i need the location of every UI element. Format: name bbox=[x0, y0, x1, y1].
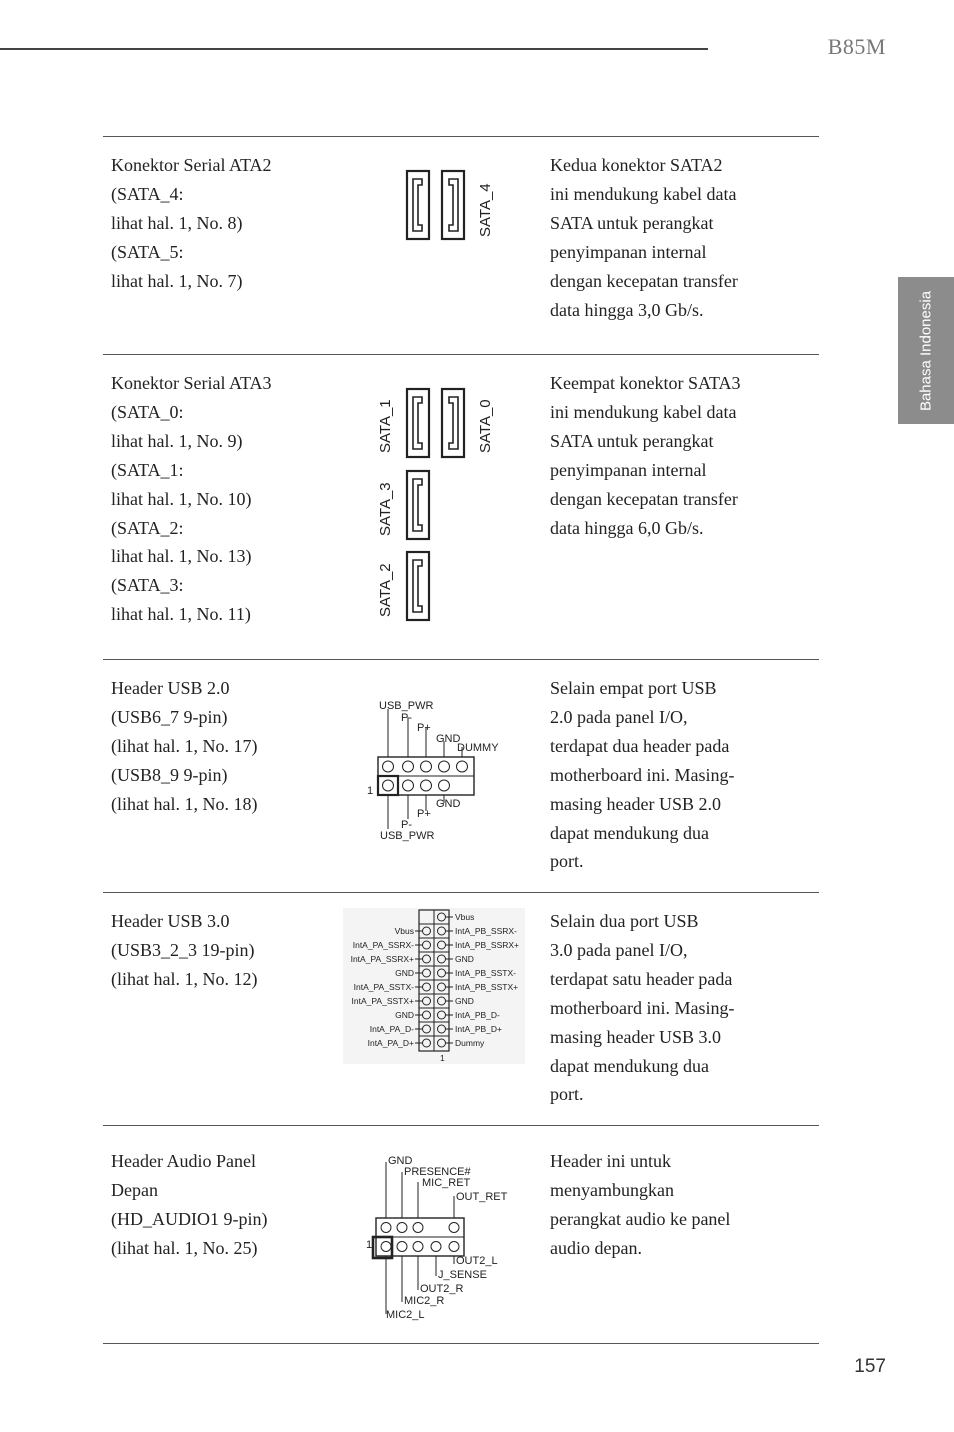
text-line: ini mendukung kabel data bbox=[550, 401, 737, 422]
sata3-connector-diagram bbox=[365, 383, 505, 628]
sata2-title-block bbox=[111, 151, 336, 296]
text-line: audio depan. bbox=[550, 1237, 642, 1258]
p-plus-top-label: P+ bbox=[417, 722, 431, 734]
section-divider bbox=[103, 1125, 819, 1126]
text-line: Keempat konektor SATA3 bbox=[550, 373, 741, 393]
usb3-right-pin-label: IntA_PB_D+ bbox=[455, 1024, 503, 1034]
usb3-right-pin-label: Vbus bbox=[455, 912, 475, 922]
usb3-left-pin-label: GND bbox=[395, 968, 414, 978]
audio-description bbox=[550, 1147, 790, 1263]
text-line: masing header USB 2.0 bbox=[550, 793, 721, 814]
pin1-label: 1 bbox=[367, 785, 374, 797]
text-line: ini mendukung kabel data bbox=[550, 183, 737, 204]
usb3-left-pin-label: IntA_PA_SSTX+ bbox=[351, 996, 414, 1006]
text-line: perangkat audio ke panel bbox=[550, 1208, 731, 1229]
usb3-right-pin-label: GND bbox=[455, 996, 474, 1006]
usb3-left-pin-label: GND bbox=[395, 1010, 414, 1020]
text-line: Selain empat port USB bbox=[550, 678, 717, 698]
text-line: (HD_AUDIO1 9-pin) bbox=[111, 1208, 268, 1229]
text-line: motherboard ini. Masing- bbox=[550, 764, 735, 785]
text-line: Selain dua port USB bbox=[550, 911, 699, 931]
model-name: B85M bbox=[827, 34, 886, 59]
sata3-title-block bbox=[111, 369, 336, 629]
text-line: Depan bbox=[111, 1179, 158, 1200]
mic-ret-label: MIC_RET bbox=[422, 1177, 471, 1189]
audio-header-diagram bbox=[362, 1150, 512, 1325]
text-line: dapat mendukung dua bbox=[550, 1055, 709, 1076]
usb3-header-diagram bbox=[343, 908, 525, 1064]
text-line: penyimpanan internal bbox=[550, 241, 707, 262]
usb3-description bbox=[550, 907, 790, 1109]
text-line: data hingga 3,0 Gb/s. bbox=[550, 299, 704, 320]
text-line: (lihat hal. 1, No. 18) bbox=[111, 793, 258, 814]
section-divider bbox=[103, 1343, 819, 1344]
usb2-description bbox=[550, 674, 790, 876]
section-divider bbox=[103, 136, 819, 137]
usb3-right-pin-label: IntA_PB_SSRX- bbox=[455, 926, 517, 936]
text-line: Kedua konektor SATA2 bbox=[550, 155, 723, 175]
section-divider bbox=[103, 659, 819, 660]
text-line: lihat hal. 1, No. 9) bbox=[111, 430, 243, 451]
text-line: (USB8_9 9-pin) bbox=[111, 764, 228, 785]
text-line: lihat hal. 1, No. 11) bbox=[111, 604, 251, 625]
p-plus-bottom-label: P+ bbox=[417, 808, 431, 820]
sata2-label: SATA_2 bbox=[377, 563, 394, 617]
text-line: Konektor Serial ATA3 bbox=[111, 373, 272, 393]
usb3-left-pin-label: Vbus bbox=[394, 926, 414, 936]
presence-label: PRESENCE# bbox=[404, 1166, 471, 1178]
section-divider bbox=[103, 892, 819, 893]
gnd-bottom-label: GND bbox=[436, 798, 461, 810]
usb3-right-pin-label: GND bbox=[455, 954, 474, 964]
page-number: 157 bbox=[854, 1356, 886, 1377]
text-line: (SATA_3: bbox=[111, 575, 184, 596]
text-line: Header USB 2.0 bbox=[111, 678, 230, 698]
usb3-right-pin-label: IntA_PB_SSRX+ bbox=[455, 940, 520, 950]
p-minus-top-label: P- bbox=[401, 712, 412, 724]
text-line: data hingga 6,0 Gb/s. bbox=[550, 517, 704, 538]
text-line: Header USB 3.0 bbox=[111, 911, 230, 931]
sata1-label: SATA_1 bbox=[377, 399, 394, 453]
text-line: lihat hal. 1, No. 8) bbox=[111, 212, 243, 233]
text-line: Konektor Serial ATA2 bbox=[111, 155, 272, 175]
usb3-left-pin-label: IntA_PA_SSTX- bbox=[353, 982, 414, 992]
text-line: dengan kecepatan transfer bbox=[550, 488, 738, 509]
audio-pin1-label: 1 bbox=[366, 1239, 373, 1251]
text-line: (lihat hal. 1, No. 12) bbox=[111, 968, 258, 989]
dummy-label: DUMMY bbox=[457, 742, 499, 754]
usb3-right-pin-label: IntA_PB_SSTX- bbox=[455, 968, 516, 978]
section-divider bbox=[103, 354, 819, 355]
text-line: terdapat dua header pada bbox=[550, 735, 730, 756]
usb3-right-pin-label: IntA_PB_SSTX+ bbox=[455, 982, 519, 992]
text-line: port. bbox=[550, 1084, 584, 1105]
sata4-label: SATA_4 bbox=[477, 183, 494, 237]
out-ret-label: OUT_RET bbox=[456, 1191, 508, 1203]
usb3-pin1-label: 1 bbox=[440, 1053, 445, 1063]
text-line: masing header USB 3.0 bbox=[550, 1026, 721, 1047]
text-line: (SATA_4: bbox=[111, 183, 184, 204]
text-line: lihat hal. 1, No. 7) bbox=[111, 270, 243, 291]
usb3-right-pin-label: IntA_PB_D- bbox=[455, 1010, 500, 1020]
out2-l-label: OUT2_L bbox=[456, 1255, 498, 1267]
text-line: (USB6_7 9-pin) bbox=[111, 706, 228, 727]
text-line: dapat mendukung dua bbox=[550, 822, 709, 843]
usb3-right-pin-label: Dummy bbox=[455, 1038, 485, 1048]
gnd-top-label: GND bbox=[436, 733, 461, 745]
sata3-label: SATA_3 bbox=[377, 482, 394, 536]
sata0-label: SATA_0 bbox=[477, 399, 494, 453]
text-line: port. bbox=[550, 851, 584, 872]
text-line: lihat hal. 1, No. 13) bbox=[111, 546, 252, 567]
usb2-title-block bbox=[111, 674, 336, 819]
text-line: (USB3_2_3 19-pin) bbox=[111, 939, 255, 960]
usb3-left-pin-label: IntA_PA_D- bbox=[369, 1024, 414, 1034]
sata2-connector-diagram bbox=[365, 165, 505, 250]
mic2-l-label: MIC2_L bbox=[386, 1309, 425, 1321]
usb-pwr-bottom-label: USB_PWR bbox=[380, 830, 435, 842]
gnd-label: GND bbox=[388, 1155, 413, 1167]
text-line: (SATA_1: bbox=[111, 459, 184, 480]
text-line: penyimpanan internal bbox=[550, 459, 707, 480]
text-line: (SATA_0: bbox=[111, 401, 184, 422]
usb3-left-pin-label: IntA_PA_D+ bbox=[367, 1038, 414, 1048]
text-line: (lihat hal. 1, No. 17) bbox=[111, 735, 258, 756]
text-line: dengan kecepatan transfer bbox=[550, 270, 738, 291]
text-line: (SATA_2: bbox=[111, 517, 184, 538]
text-line: motherboard ini. Masing- bbox=[550, 997, 735, 1018]
usb3-left-pin-label: IntA_PA_SSRX+ bbox=[350, 954, 414, 964]
usb-pwr-top-label: USB_PWR bbox=[379, 700, 434, 712]
language-tab-label: Bahasa Indonesia bbox=[917, 290, 935, 411]
p-minus-bottom-label: P- bbox=[401, 819, 412, 831]
text-line: lihat hal. 1, No. 10) bbox=[111, 488, 252, 509]
usb2-header-diagram bbox=[360, 695, 520, 845]
text-line: 2.0 pada panel I/O, bbox=[550, 706, 688, 727]
text-line: menyambungkan bbox=[550, 1179, 674, 1200]
text-line: Header ini untuk bbox=[550, 1151, 671, 1171]
out2-r-label: OUT2_R bbox=[420, 1283, 464, 1295]
text-line: (lihat hal. 1, No. 25) bbox=[111, 1237, 258, 1258]
text-line: terdapat satu header pada bbox=[550, 968, 733, 989]
text-line: SATA untuk perangkat bbox=[550, 430, 714, 451]
j-sense-label: J_SENSE bbox=[438, 1269, 487, 1281]
header-rule bbox=[0, 48, 708, 50]
text-line: 3.0 pada panel I/O, bbox=[550, 939, 688, 960]
language-tab bbox=[898, 277, 954, 424]
mic2-r-label: MIC2_R bbox=[404, 1295, 445, 1307]
text-line: Header Audio Panel bbox=[111, 1151, 256, 1171]
sata2-description bbox=[550, 151, 790, 324]
text-line: SATA untuk perangkat bbox=[550, 212, 714, 233]
text-line: (SATA_5: bbox=[111, 241, 184, 262]
audio-title-block bbox=[111, 1147, 336, 1263]
sata3-description bbox=[550, 369, 790, 542]
usb3-title-block bbox=[111, 907, 336, 994]
usb3-left-pin-label: IntA_PA_SSRX- bbox=[352, 940, 414, 950]
